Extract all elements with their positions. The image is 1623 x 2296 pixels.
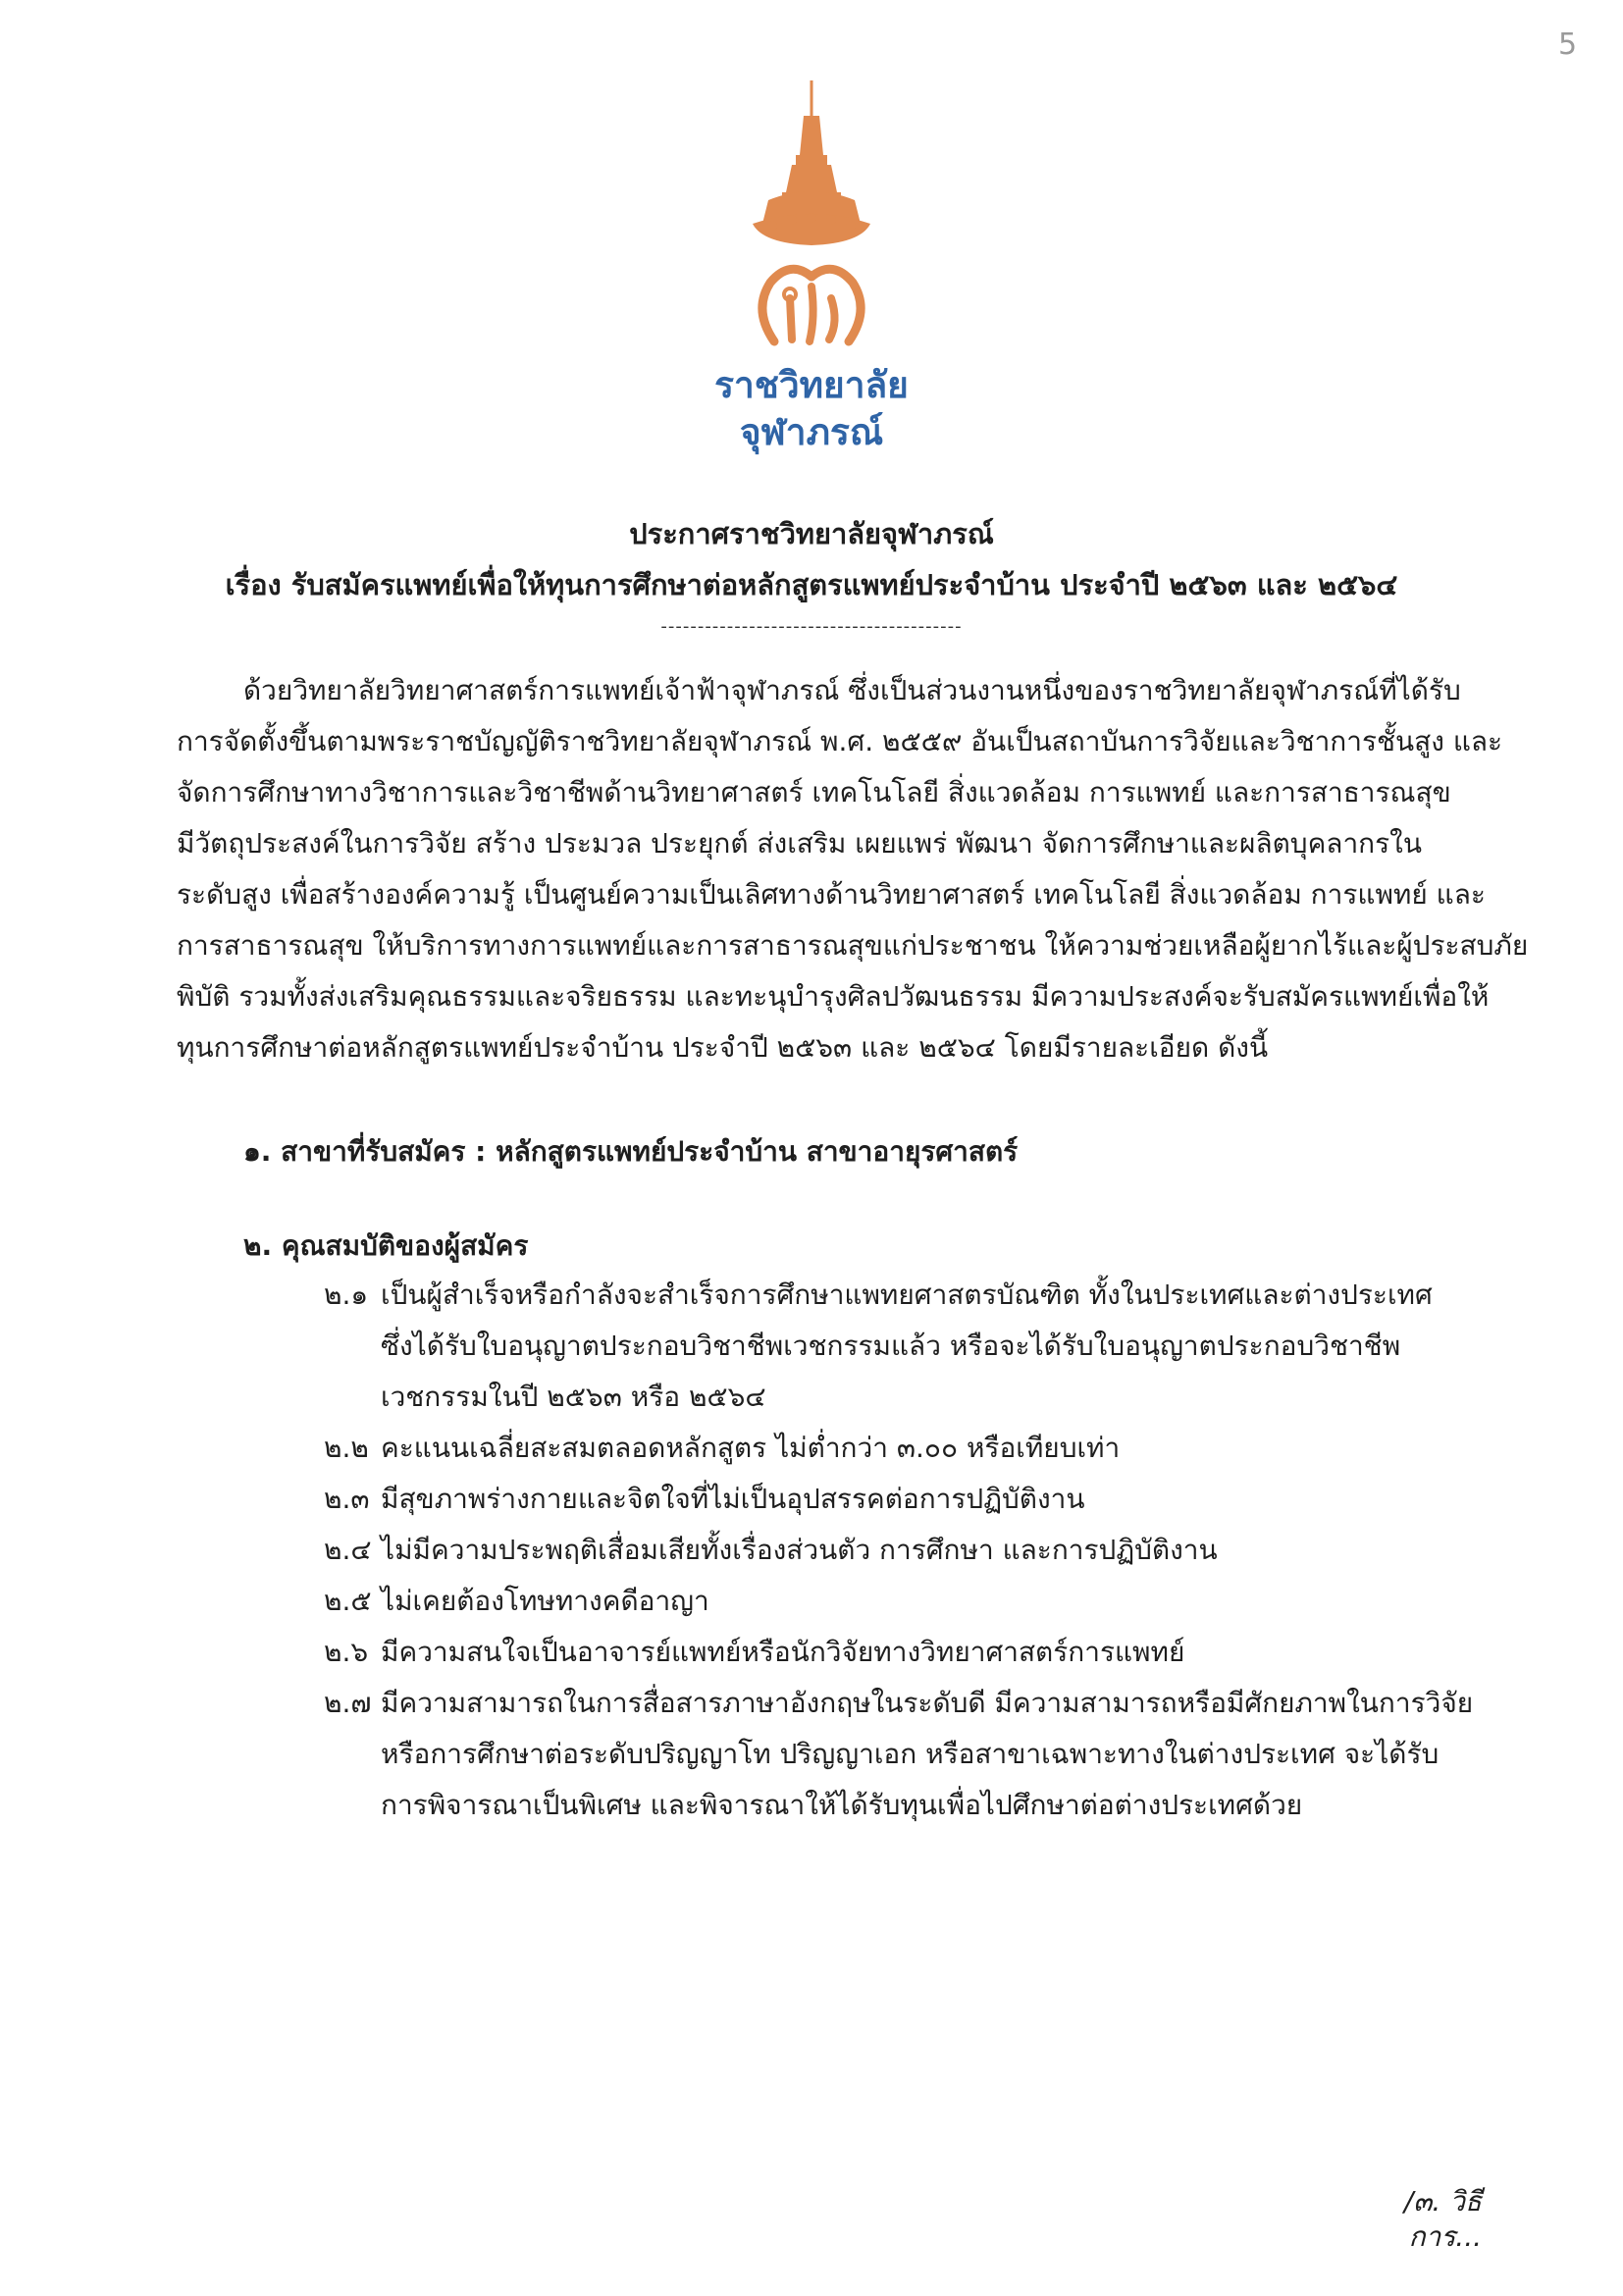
item-text: มีความสามารถในการสื่อสารภาษาอังกฤษในระดับดี มีความสามารถหรือมีศักยภาพในการวิจัย <box>381 1687 1474 1719</box>
section-1-heading: ๑. สาขาที่รับสมัคร : หลักสูตรแพทย์ประจำบ้าน สาขาอายุรศาสตร์ <box>243 1135 1019 1168</box>
item-number: ๒.๑ <box>324 1278 369 1311</box>
item-text: การพิจารณาเป็นพิเศษ และพิจารณาให้ได้รับทุนเพื่อไปศึกษาต่อต่างประเทศด้วย <box>381 1789 1303 1821</box>
item-number: ๒.๕ <box>324 1585 372 1617</box>
item-text: หรือการศึกษาต่อระดับปริญญาโท ปริญญาเอก หรือสาขาเฉพาะทางในต่างประเทศ จะได้รับ <box>381 1738 1440 1770</box>
intro-line: พิบัติ รวมทั้งส่งเสริมคุณธรรมและจริยธรรม และทะนุบำรุงศิลปวัฒนธรรม มีความประสงค์จะรับสมัครแพทย์เพื่อให้ <box>177 980 1490 1013</box>
intro-line: ทุนการศึกษาต่อหลักสูตรแพทย์ประจำบ้าน ประจำปี ๒๕๖๓ และ ๒๕๖๔ โดยมีรายละเอียด ดังนี้ <box>177 1031 1269 1064</box>
announcement-subject: เรื่อง รับสมัครแพทย์เพื่อให้ทุนการศึกษาต่อหลักสูตรแพทย์ประจำบ้าน ประจำปี ๒๕๖๓ และ ๒๕๖๔ <box>225 568 1398 601</box>
item-number: ๒.๓ <box>324 1483 370 1515</box>
intro-line: การสาธารณสุข ให้บริการทางการแพทย์และการสาธารณสุขแก่ประชาชน ให้ความช่วยเหลือผู้ยากไร้และผู้ประสบภัย <box>177 929 1529 962</box>
item-text: มีความสนใจเป็นอาจารย์แพทย์หรือนักวิจัยทางวิทยาศาสตร์การแพทย์ <box>381 1636 1185 1668</box>
continuation-marker: /๓. วิธีการ... <box>1403 2185 1482 2253</box>
announcement-title: ประกาศราชวิทยาลัยจุฬาภรณ์ <box>629 517 994 550</box>
intro-line: ระดับสูง เพื่อสร้างองค์ความรู้ เป็นศูนย์ความเป็นเลิศทางด้านวิทยาศาสตร์ เทคโนโลยี สิ่งแวดล้อม การแพทย์ และ <box>177 878 1486 911</box>
item-text: มีสุขภาพร่างกายและจิตใจที่ไม่เป็นอุปสรรคต่อการปฏิบัติงาน <box>381 1483 1085 1515</box>
title-separator: ----------------------------------------- <box>660 616 963 637</box>
intro-line: จัดการศึกษาทางวิชาการและวิชาชีพด้านวิทยาศาสตร์ เทคโนโลยี สิ่งแวดล้อม การแพทย์ และการสาธารณสุข <box>177 776 1451 809</box>
emblem-logo <box>713 77 910 361</box>
item-text: ซึ่งได้รับใบอนุญาตประกอบวิชาชีพเวชกรรมแล้ว หรือจะได้รับใบอนุญาตประกอบวิชาชีพ <box>381 1330 1401 1362</box>
item-text: เป็นผู้สำเร็จหรือกำลังจะสำเร็จการศึกษาแพทยศาสตรบัณฑิต ทั้งในประเทศและต่างประเทศ <box>381 1278 1433 1311</box>
page-number: 5 <box>1558 27 1578 62</box>
item-number: ๒.๖ <box>324 1636 369 1668</box>
royal-crown-emblem-icon <box>713 77 910 361</box>
item-number: ๒.๔ <box>324 1534 372 1566</box>
logo-text-line1: ราชวิทยาลัย <box>714 364 909 406</box>
intro-line: ด้วยวิทยาลัยวิทยาศาสตร์การแพทย์เจ้าฟ้าจุฬาภรณ์ ซึ่งเป็นส่วนงานหนึ่งของราชวิทยาลัยจุฬาภรณ์ที่ได้รับ <box>243 674 1461 706</box>
section-2-heading: ๒. คุณสมบัติของผู้สมัคร <box>243 1229 529 1262</box>
item-text: ไม่มีความประพฤติเสื่อมเสียทั้งเรื่องส่วนตัว การศึกษา และการปฏิบัติงาน <box>381 1534 1218 1566</box>
intro-line: การจัดตั้งขึ้นตามพระราชบัญญัติราชวิทยาลัยจุฬาภรณ์ พ.ศ. ๒๕๕๙ อันเป็นสถาบันการวิจัยและวิชาการชั้นสูง และ <box>177 725 1503 757</box>
intro-line: มีวัตถุประสงค์ในการวิจัย สร้าง ประมวล ประยุกต์ ส่งเสริม เผยแพร่ พัฒนา จัดการศึกษาและผลิตบุคลากรใน <box>177 827 1422 860</box>
item-number: ๒.๒ <box>324 1432 369 1464</box>
logo-text-line2: จุฬาภรณ์ <box>739 411 884 453</box>
item-text: ไม่เคยต้องโทษทางคดีอาญา <box>381 1585 709 1617</box>
item-number: ๒.๗ <box>324 1687 372 1719</box>
item-text: เวชกรรมในปี ๒๕๖๓ หรือ ๒๕๖๔ <box>381 1381 766 1413</box>
item-text: คะแนนเฉลี่ยสะสมตลอดหลักสูตร ไม่ต่ำกว่า ๓.๐๐ หรือเทียบเท่า <box>381 1432 1121 1464</box>
